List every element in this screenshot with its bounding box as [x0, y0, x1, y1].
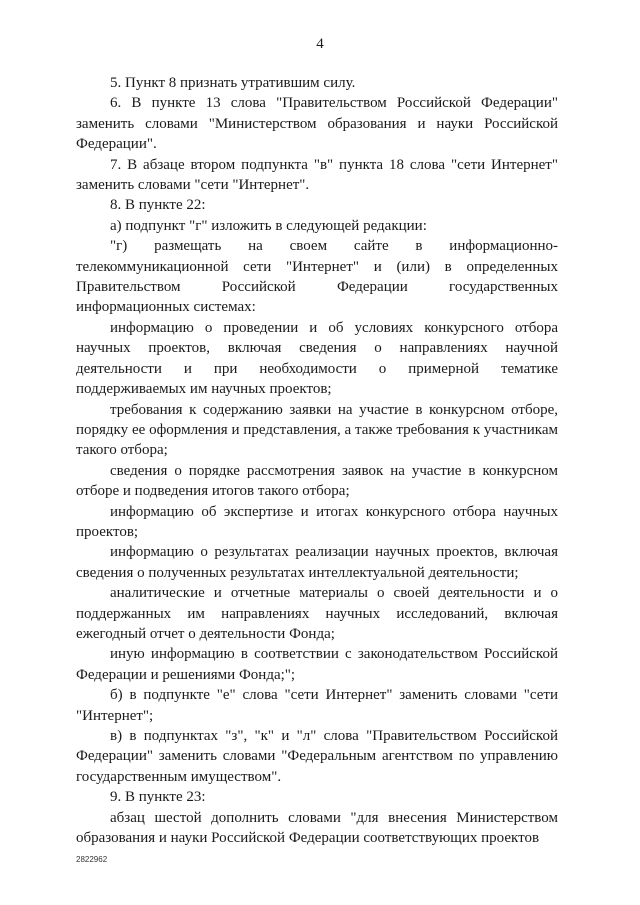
- paragraph: 8. В пункте 22:: [110, 197, 206, 214]
- paragraph: 9. В пункте 23:: [110, 789, 206, 806]
- paragraph: иную информацию в соответствии с законодательством Российской Федерации и решениями Фонда;";: [76, 646, 558, 683]
- paragraph: 7. В абзаце втором подпункта "в" пункта 18 слова "сети Интернет" заменить словами "сети "Интернет".: [76, 156, 558, 194]
- paragraph: б) в подпункте "е" слова "сети Интернет" заменить словами "сети "Интернет";: [76, 687, 558, 724]
- paragraph: сведения о порядке рассмотрения заявок на участие в конкурсном отборе и подведения итогов такого отбора;: [76, 462, 558, 500]
- paragraph: 6. В пункте 13 слова "Правительством Российской Федерации" заменить словами "Министерством образования и науки Российской Федерации".: [76, 95, 558, 153]
- paragraph: в) в подпунктах "з", "к" и "л" слова "Правительством Российской Федерации" заменить словами "Федеральным агентством по управлению государственным имуществом".: [76, 728, 558, 785]
- page-number: 4: [316, 36, 324, 52]
- paragraph: информацию о проведении и об условиях конкурсного отбора научных проектов, включая сведения о направлениях научной деятельности и при необходимости о примерной тематике поддерживаемых им научных проектов;: [76, 319, 558, 398]
- paragraph: требования к содержанию заявки на участие в конкурсном отборе, порядку ее оформления и представления, а также требования к участникам такого отбора;: [76, 401, 558, 459]
- document-body: [76, 73, 558, 848]
- document-code: 2822962: [76, 855, 108, 864]
- paragraph: "г) размещать на своем сайте в информационно-телекоммуникационной сети "Интернет" и (или) в определенных Правительством Российской Федерации государственных информационных системах:: [76, 238, 558, 316]
- paragraph: а) подпункт "г" изложить в следующей редакции:: [110, 217, 427, 234]
- paragraph: информацию об экспертизе и итогах конкурсного отбора научных проектов;: [76, 503, 558, 540]
- paragraph: абзац шестой дополнить словами "для внесения Министерством образования и науки Российской Федерации соответствующих проектов: [76, 809, 558, 847]
- paragraph: 5. Пункт 8 признать утратившим силу.: [110, 75, 356, 91]
- paragraph: информацию о результатах реализации научных проектов, включая сведения о полученных результатах интеллектуальной деятельности;: [76, 544, 558, 581]
- paragraph: аналитические и отчетные материалы о своей деятельности и о поддержанных им направлениях научных исследований, включая ежегодный отчет о деятельности Фонда;: [76, 585, 558, 642]
